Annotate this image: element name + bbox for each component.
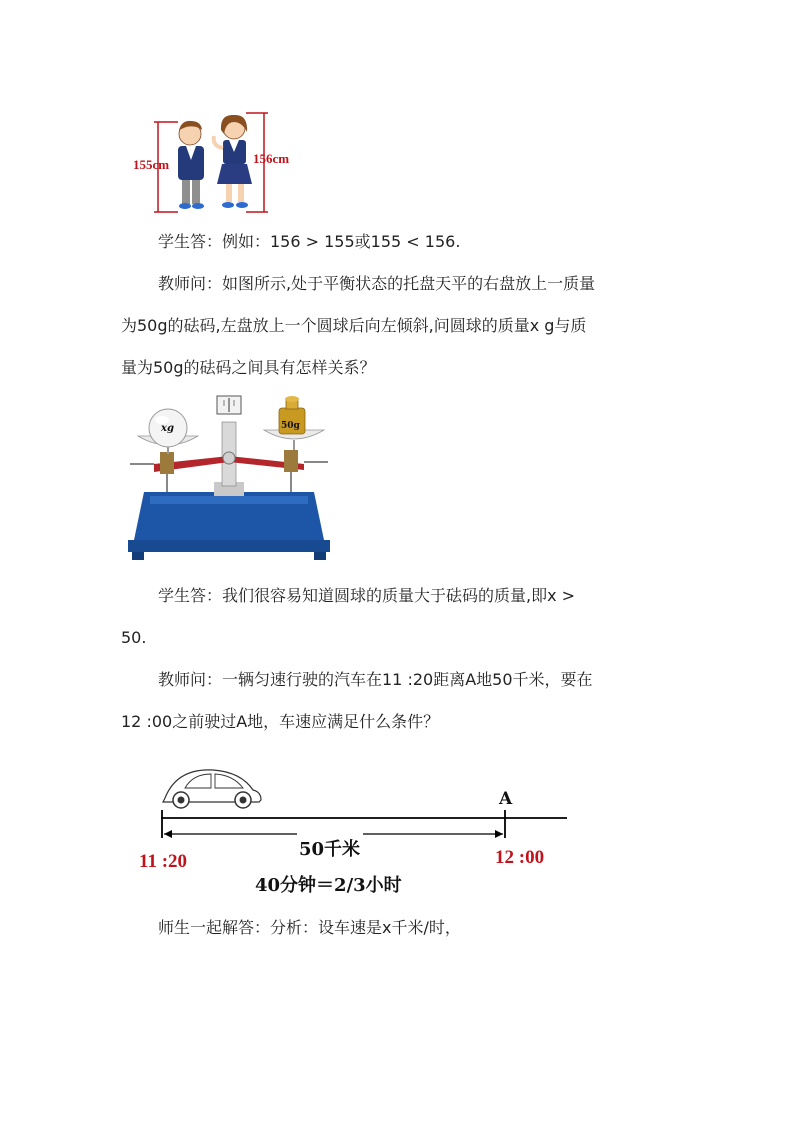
- joint-answer-5: 师生一起解答：分析：设车速是x千米/时，: [158, 918, 461, 937]
- car-icon: [163, 770, 261, 808]
- balance-scale-figure: [124, 392, 334, 564]
- student-answer-3-line2: 50.: [121, 628, 147, 647]
- weight-mass-label: 50g: [281, 421, 300, 431]
- teacher-question-4-line2: 12 :00之前驶过A地，车速应满足什么条件？: [121, 712, 440, 731]
- start-time-label: 11 :20: [139, 851, 188, 872]
- student-answer-3-line1: 学生答：我们很容易知道圆球的质量大于砝码的质量,即x >: [158, 586, 576, 605]
- children-height-figure: [128, 108, 288, 218]
- boy-figure: [178, 121, 204, 209]
- student-answer-1: 学生答：例如：156 > 155或155 < 156.: [158, 232, 461, 251]
- car-distance-figure: [135, 762, 575, 902]
- teacher-question-2-line3: 量为50g的砝码之间具有怎样关系？: [121, 358, 376, 377]
- girl-height-label: 156cm: [253, 151, 290, 166]
- balance-scale-illustration: [124, 392, 334, 564]
- ball-mass-label: xg: [161, 423, 174, 434]
- boy-height-label: 155cm: [133, 157, 170, 172]
- teacher-question-2-line2: 为50g的砝码,左盘放上一个圆球后向左倾斜,问圆球的质量x g与质: [121, 316, 587, 335]
- girl-figure: [214, 115, 252, 208]
- end-time-label: 12 :00: [495, 847, 545, 868]
- teacher-question-2-line1: 教师问：如图所示,处于平衡状态的托盘天平的右盘放上一质量: [158, 274, 596, 293]
- point-a-label: A: [499, 789, 513, 809]
- duration-label: 40分钟＝2/3小时: [255, 875, 402, 896]
- teacher-question-4-line1: 教师问：一辆匀速行驶的汽车在11 :20距离A地50千米，要在: [158, 670, 593, 689]
- distance-label: 50千米: [299, 839, 361, 860]
